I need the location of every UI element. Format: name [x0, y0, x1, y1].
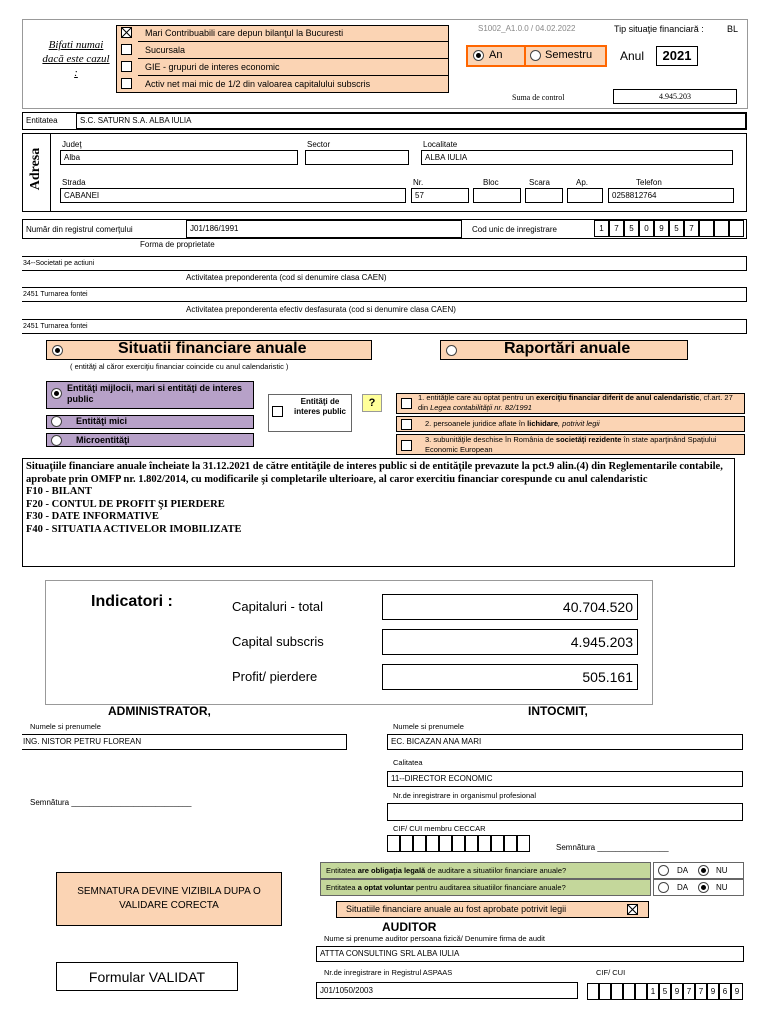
ceccar-digit[interactable]	[465, 835, 478, 852]
adresa-title-text: Adresa	[28, 147, 43, 191]
audit-voluntar-text	[326, 883, 566, 892]
ceccar-digit[interactable]	[439, 835, 452, 852]
form-f10: F10 - BILANT	[26, 486, 92, 497]
audit-obligatie-bold: are obligaţia legală	[357, 866, 426, 875]
cui-digit[interactable]	[699, 220, 714, 237]
audit-obligatie-part: de auditare a situatiilor financiare anuale?	[425, 866, 567, 875]
note-2-part: 2. persoanele juridice aflate în	[425, 419, 528, 428]
radio-obligatie-da[interactable]	[658, 865, 669, 876]
note-1-part: 1. entităţile care au optat pentru un	[418, 393, 536, 402]
ceccar-digit[interactable]	[387, 835, 400, 852]
auditor-cif-digit[interactable]: 1	[647, 983, 659, 1000]
note-2-part: , potrivit legii	[558, 419, 600, 428]
radio-mijlocii[interactable]	[51, 388, 62, 399]
ceccar-digit[interactable]	[478, 835, 491, 852]
audit-voluntar-part: Entitatea	[326, 883, 358, 892]
indicator-capitaluri: 40.704.520	[382, 594, 638, 620]
scara-label: Scara	[529, 178, 550, 187]
ap-label: Ap.	[576, 178, 589, 187]
registru-input[interactable]: J01/186/1991	[186, 220, 462, 238]
radio-obligatie-nu[interactable]	[698, 865, 709, 876]
intocmit-calitatea-input[interactable]: 11--DIRECTOR ECONOMIC	[387, 771, 743, 787]
situatii-title: Situatii financiare anuale	[118, 340, 307, 357]
help-icon: ?	[368, 397, 376, 409]
audit-voluntar-bold: a optat voluntar	[357, 883, 414, 892]
indicator-capital-subscris: 4.945.203	[382, 629, 638, 655]
form-f40: F40 - SITUATIA ACTIVELOR IMOBILIZATE	[26, 523, 242, 535]
intocmit-nume-label: Numele si prenumele	[393, 722, 464, 731]
radio-an[interactable]	[473, 50, 484, 61]
ceccar-digit[interactable]	[413, 835, 426, 852]
form-f20: F20 - CONTUL DE PROFIT ŞI PIERDERE	[26, 498, 225, 510]
auditor-cif-digit[interactable]: 6	[719, 983, 731, 1000]
entitate-input[interactable]: S.C. SATURN S.A. ALBA IULIA	[76, 113, 746, 129]
ceccar-digit[interactable]	[426, 835, 439, 852]
ceccar-digit[interactable]	[517, 835, 530, 852]
cui-digit[interactable]: 0	[639, 220, 654, 237]
auditor-nume-input[interactable]: ATTTA CONSULTING SRL ALBA IULIA	[316, 946, 744, 962]
ceccar-digit[interactable]	[504, 835, 517, 852]
checkbox-sucursala[interactable]	[121, 44, 132, 55]
aprobate-label: Situatiile financiare anuale au fost aprobate potrivit legii	[346, 904, 567, 914]
cui-digit[interactable]: 5	[624, 220, 639, 237]
administrator-nume-label: Numele si prenumele	[30, 722, 101, 731]
divider	[138, 41, 448, 42]
auditor-nr-label: Nr.de inregistrare in Registrul ASPAAS	[324, 968, 453, 977]
radio-mici[interactable]	[51, 416, 62, 427]
bloc-input[interactable]	[473, 188, 521, 203]
localitate-label: Localitate	[423, 140, 458, 149]
indicatori-title: Indicatori :	[91, 593, 173, 610]
audit-obligatie-text	[326, 866, 566, 875]
period-an-label: An	[489, 49, 503, 61]
nr-label: Nr.	[413, 178, 424, 187]
option-mari-contribuabili: Mari Contribuabili care depun bilanţul la Bucuresti	[145, 28, 344, 38]
judet-input[interactable]: Alba	[60, 150, 298, 165]
ceccar-digit[interactable]	[400, 835, 413, 852]
ceccar-digit[interactable]	[452, 835, 465, 852]
note-2-text	[425, 419, 600, 428]
semnatura-note-text: SEMNATURA DEVINE VIZIBILA DUPA O VALIDARE CORECTA	[77, 886, 261, 911]
forma-label: Forma de proprietate	[140, 240, 215, 249]
obligatie-da-label: DA	[677, 866, 689, 875]
ceccar-digit[interactable]	[491, 835, 504, 852]
auditor-nume-label: Nume si prenume auditor persoana fizică/ Denumire firma de audit	[324, 934, 545, 943]
note-3-part: 3. subunităţile deschise în România de	[425, 435, 556, 444]
semnatura-note	[56, 872, 282, 926]
caen-label: Activitatea preponderenta (cod si denumire clasa CAEN)	[186, 273, 387, 282]
obligatie-nu-label: NU	[716, 866, 728, 875]
intocmit-nr-input[interactable]	[387, 803, 743, 821]
cui-label: Cod unic de inregistrare	[472, 225, 557, 234]
checkbox-note-1[interactable]	[401, 398, 412, 409]
indicator-profit: 505.161	[382, 664, 638, 690]
sector-label: Sector	[307, 140, 331, 149]
auditor-cif-digit[interactable]: 7	[695, 983, 707, 1000]
cui-digit[interactable]: 5	[669, 220, 684, 237]
auditor-cif-digit[interactable]	[599, 983, 611, 1000]
intocmit-semnatura: Semnătura ________________	[556, 843, 669, 852]
intocmit-title: INTOCMIT,	[528, 704, 588, 718]
localitate-input[interactable]: ALBA IULIA	[421, 150, 733, 165]
caen-efectiv-label: Activitatea preponderenta efectiv desfasurata (cod si denumire clasa CAEN)	[186, 305, 456, 314]
bloc-label: Bloc	[483, 178, 499, 187]
checkbox-mari-contribuabili[interactable]	[121, 27, 132, 38]
help-button[interactable]	[362, 394, 382, 412]
audit-obligatie-part: Entitatea	[326, 866, 358, 875]
radio-situatii[interactable]	[52, 345, 63, 356]
description-text: Situaţiile financiare anuale încheiate la 31.12.2021 de către entităţile de interes public si de entităţile prevazute la pct.9 alin.(4) din Reglementarile contabile, aprobate prin OMFP nr. 1.802/2014, cu modificarile şi completarile ulterioare, al caror exercitiu financiar corespunde cu anul calendaristic	[26, 461, 723, 485]
auditor-cif-digit[interactable]	[611, 983, 623, 1000]
mici-label: Entităţi mici	[76, 416, 128, 426]
suma-control-label: Suma de control	[512, 93, 565, 102]
cui-digit[interactable]: 7	[609, 220, 624, 237]
auditor-cif-digit[interactable]: 9	[731, 983, 743, 1000]
auditor-title: AUDITOR	[382, 920, 437, 934]
tip-situatie-value: BL	[727, 24, 739, 34]
intocmit-nr-label: Nr.de inregistrare in organismul profesional	[393, 791, 536, 800]
auditor-cif-digit[interactable]: 7	[683, 983, 695, 1000]
period-semestru-label: Semestru	[545, 49, 593, 61]
telefon-input[interactable]: 0258812764	[608, 188, 734, 203]
radio-voluntar-nu[interactable]	[698, 882, 709, 893]
auditor-cif-digit[interactable]	[623, 983, 635, 1000]
divider	[138, 75, 448, 76]
option-sucursala: Sucursala	[145, 45, 186, 55]
registru-label: Număr din registrul comerţului	[26, 225, 133, 234]
strada-input[interactable]: CABANEI	[60, 188, 406, 203]
administrator-nume-input[interactable]: ING. NISTOR PETRU FLOREAN	[22, 734, 347, 750]
telefon-label: Telefon	[636, 178, 662, 187]
radio-semestru[interactable]	[530, 50, 541, 61]
checkbox-gie[interactable]	[121, 61, 132, 72]
raportari-title: Raportări anuale	[504, 340, 631, 357]
auditor-cif-digit[interactable]: 9	[671, 983, 683, 1000]
scara-input[interactable]	[525, 188, 563, 203]
bifati-label: Bifati numai dacă este cazul :	[42, 39, 110, 79]
description-box	[22, 458, 735, 567]
note-3-part: în state aparţinând Spaţiului Economic European	[425, 435, 717, 454]
indicator-label-capitaluri: Capitaluri - total	[232, 599, 324, 614]
radio-voluntar-da[interactable]	[658, 882, 669, 893]
nr-input[interactable]: 57	[411, 188, 469, 203]
administrator-title: ADMINISTRATOR,	[108, 704, 211, 718]
auditor-cif-digit[interactable]: 9	[707, 983, 719, 1000]
administrator-semnatura: Semnătura ___________________________	[30, 798, 192, 807]
cui-digit[interactable]	[729, 220, 744, 237]
forma-input[interactable]: 34--Societati pe actiuni	[22, 256, 747, 271]
checkbox-note-2[interactable]	[401, 419, 412, 430]
auditor-cif-digit[interactable]	[587, 983, 599, 1000]
note-1-bold: exerciţiu financiar diferit de anul calendaristic	[536, 393, 700, 402]
note-3-bold: societăţi rezidente	[555, 435, 622, 444]
adresa-title	[24, 133, 51, 212]
indicator-label-capital-subscris: Capital subscris	[232, 634, 324, 649]
validat-box	[56, 962, 238, 991]
divider	[138, 58, 448, 59]
caen-input[interactable]: 2451 Turnarea fontei	[22, 287, 747, 302]
sector-input[interactable]	[305, 150, 409, 165]
judet-label: Judeţ	[62, 140, 82, 149]
tip-situatie-label: Tip situaţie financiară :	[614, 24, 704, 34]
note-3-text	[425, 435, 743, 455]
voluntar-da-label: DA	[677, 883, 689, 892]
indicator-label-profit: Profit/ pierdere	[232, 669, 318, 684]
ap-input[interactable]	[567, 188, 603, 203]
radio-raportari[interactable]	[446, 345, 457, 356]
interes-public-label: Entităţi de interes public	[293, 397, 346, 416]
validat-text: Formular VALIDAT	[88, 968, 206, 985]
suma-control-value: 4.945.203	[613, 89, 737, 104]
note-1-part: , cf.art. 27 din	[418, 393, 733, 412]
intocmit-nume-input[interactable]: EC. BICAZAN ANA MARI	[387, 734, 743, 750]
checkbox-note-3[interactable]	[401, 440, 412, 451]
checkbox-interes-public[interactable]	[272, 406, 283, 417]
mijlocii-label: Entităţi mijlocii, mari si entităţi de interes public	[67, 383, 243, 404]
auditor-cif-digit[interactable]	[635, 983, 647, 1000]
cui-digit[interactable]: 7	[684, 220, 699, 237]
radio-micro[interactable]	[51, 435, 62, 446]
situatii-subtitle: ( entităţi al căror exerciţiu financiar coincide cu anul calendaristic )	[70, 362, 289, 371]
auditor-cif-digit[interactable]: 5	[659, 983, 671, 1000]
note-1-text	[418, 393, 742, 413]
anul-input[interactable]: 2021	[656, 46, 698, 66]
entitate-label: Entitatea	[26, 116, 58, 125]
checkbox-aprobate[interactable]	[627, 904, 638, 915]
audit-voluntar-part: pentru auditarea situatiilor financiare anuale?	[413, 883, 566, 892]
option-gie: GIE - grupuri de interes economic	[145, 62, 280, 72]
cui-digit[interactable]: 1	[594, 220, 609, 237]
caen-efectiv-input[interactable]: 2451 Turnarea fontei	[22, 319, 747, 334]
form-f30: F30 - DATE INFORMATIVE	[26, 511, 159, 522]
anul-label: Anul	[620, 49, 645, 63]
voluntar-nu-label: NU	[716, 883, 728, 892]
form-version: S1002_A1.0.0 / 04.02.2022	[478, 24, 576, 33]
option-activ-net: Activ net mai mic de 1/2 din valoarea capitalului subscris	[145, 79, 371, 89]
cui-digit[interactable]: 9	[654, 220, 669, 237]
note-1-lege: Legea contabilităţii nr. 82/1991	[430, 403, 532, 412]
note-2-bold: lichidare	[527, 419, 559, 428]
intocmit-cif-label: CIF/ CUI membru CECCAR	[393, 824, 486, 833]
cui-digit[interactable]	[714, 220, 729, 237]
strada-label: Strada	[62, 178, 86, 187]
checkbox-activ-net[interactable]	[121, 78, 132, 89]
micro-label: Microentităţi	[76, 435, 130, 445]
intocmit-calitatea-label: Calitatea	[393, 758, 423, 767]
auditor-cif-label: CIF/ CUI	[596, 968, 626, 977]
auditor-nr-input[interactable]: J01/1050/2003	[316, 982, 578, 999]
